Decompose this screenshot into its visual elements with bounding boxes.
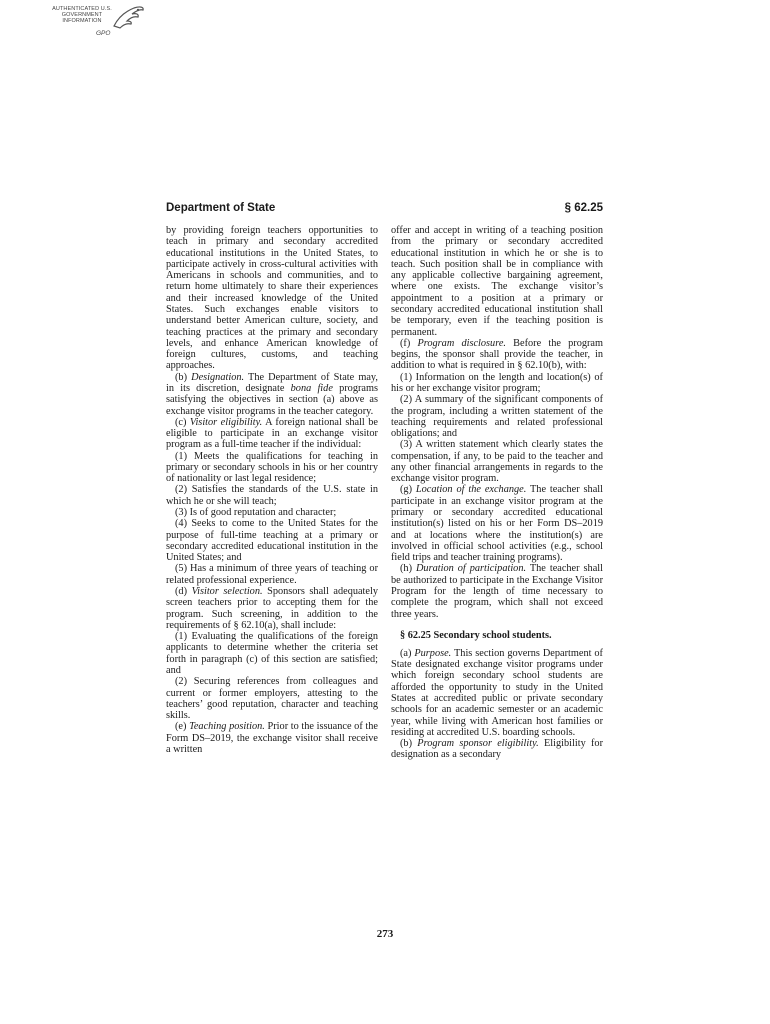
paragraph: (3) Is of good reputation and character; (175, 507, 337, 519)
paragraph-text: The teacher shall participate in an exchange visitor program at the primary or secondary accredited educational institution(s) listed on his or her Form DS–2019 and at locations where the institution(s) are involved in official school activities (e.g., school field trips and teacher training programs). (391, 484, 603, 564)
left-column (166, 225, 378, 755)
paragraph-sponsor-eligibility (391, 738, 603, 761)
paragraph-program-disclosure (391, 338, 603, 372)
paragraph-teaching-position (166, 721, 378, 755)
paragraph: (4) Seeks to come to the United States for the purpose of full-time teaching at a primary or secondary accredited educational institution in the United States; and (166, 518, 378, 564)
paragraph: by providing foreign teachers opportunities to teach in primary and secondary accredited educational institutions in the United States, to participate actively in cross-cultural activities with Americans in schools and communities, and to return home ultimately to share their experiences and their increased knowledge of the United States. Such exchanges enable visitors to understand better American culture, society, and teaching practices at the primary and secondary levels, and enhance American knowledge of foreign cultures, customs, and teaching approaches. (166, 225, 378, 372)
eagle-icon (110, 4, 146, 34)
page-number: 273 (376, 928, 394, 940)
paragraph-text: Eligibility for designation as a secondary (391, 738, 603, 761)
paragraph-text: The teacher shall be authorized to participate in the Exchange Visitor Program for the length of time necessary to complete the program, which shall not exceed three years. (391, 563, 603, 620)
paragraph-visitor-eligibility (166, 417, 378, 451)
paragraph-term: Program sponsor eligibility. (417, 738, 539, 750)
paragraph: (1) Information on the length and location(s) of his or her exchange visitor program; (391, 371, 603, 394)
paragraph: (1) Meets the qualifications for teaching in primary or secondary schools in his or her country of nationality or last legal residence; (166, 450, 378, 485)
paragraph-text: programs satisfying the objectives in section (a) above as exchange visitor programs in the teacher category. (166, 382, 378, 417)
paragraph: (2) Satisfies the standards of the U.S. state in which he or she will teach; (166, 484, 378, 507)
paragraph-designation (166, 372, 378, 417)
paragraph-term: Designation. (191, 371, 245, 383)
right-column (391, 225, 603, 761)
paragraph-text: This section governs Department of State designated exchange visitor programs under which foreign secondary school students are afforded the opportunity to study in the United States at accredited public or private secondary schools for an academic semester or an academic year, while living with American host families or residing at accredited U.S. boarding schools. (391, 647, 603, 738)
paragraph: (2) A summary of the significant components of the program, including a written statement of the teaching requirements and related professional obligations; and (391, 394, 603, 440)
paragraph-text: A foreign national shall be eligible to participate in an exchange visitor program as a full-time teacher if the individual: (166, 416, 378, 451)
paragraph-label: (a) (400, 647, 415, 659)
paragraph-text: Sponsors shall adequately screen teachers prior to accepting them for the program. Such screening, in addition to the requirements of § 62.10(a), shall include: (166, 586, 378, 631)
paragraph-label: (h) (400, 563, 416, 575)
paragraph-term: Program disclosure. (417, 337, 506, 349)
paragraph-term: Duration of participation. (415, 563, 527, 575)
paragraph: (5) Has a minimum of three years of teaching or related professional experience. (166, 563, 378, 586)
paragraph-label: (e) (175, 721, 190, 733)
paragraph-label: (b) (400, 738, 418, 750)
gpo-authentication-seal (52, 4, 152, 44)
section-heading: § 62.25 Secondary school students. (400, 629, 552, 641)
paragraph-term: Purpose. (414, 647, 452, 659)
running-head (166, 202, 603, 214)
section-number: § 62.25 (564, 202, 603, 214)
paragraph-location (391, 484, 603, 563)
paragraph: (3) A written statement which clearly states the compensation, if any, to be paid to the teacher and any other financial arrangements in regards to the exchange visitor program. (391, 439, 603, 485)
paragraph-purpose (391, 648, 603, 738)
paragraph: offer and accept in writing of a teaching position from the primary or secondary accredited educational institution in which he or she is to teach. Such position shall be in compliance with any applicable collective bargaining agreement, where one exists. The exchange visitor’s appointment to a position at a primary or secondary accredited educational institution shall be temporary, even if the teaching position is permanent. (391, 225, 603, 338)
paragraph-label: (d) (175, 586, 192, 597)
paragraph-text: Prior to the issuance of the Form DS–2019, the exchange visitor shall receive a written (166, 721, 378, 755)
paragraph-visitor-selection (166, 586, 378, 631)
agency-name: Department of State (166, 202, 276, 214)
paragraph: (2) Securing references from colleagues and current or former employers, attesting to the teachers’ good reputation, character and teaching skills. (166, 676, 378, 722)
paragraph-term: Visitor eligibility. (189, 416, 263, 428)
seal-gpo-label: GPO (96, 30, 111, 37)
paragraph-text: The Department of State may, in its discretion, designate (166, 371, 378, 394)
paragraph-duration (391, 563, 603, 619)
italic-phrase: bona fide (290, 382, 333, 394)
paragraph-term: Teaching position. (189, 721, 265, 733)
seal-text: AUTHENTICATED U.S. GOVERNMENT INFORMATION (52, 6, 112, 24)
paragraph-label: (g) (400, 484, 416, 496)
paragraph-label: (f) (400, 337, 418, 349)
paragraph-term: Visitor selection. (191, 586, 263, 597)
paragraph-text: Before the program begins, the sponsor shall provide the teacher, in addition to what is required in § 62.10(b), with: (391, 337, 603, 372)
paragraph: (1) Evaluating the qualifications of the foreign applicants to determine whether the criteria set forth in paragraph (c) of this section are satisfied; and (166, 631, 378, 676)
paragraph-label: (b) (175, 371, 192, 383)
paragraph-label: (c) (175, 416, 190, 428)
paragraph-term: Location of the exchange. (415, 484, 527, 496)
